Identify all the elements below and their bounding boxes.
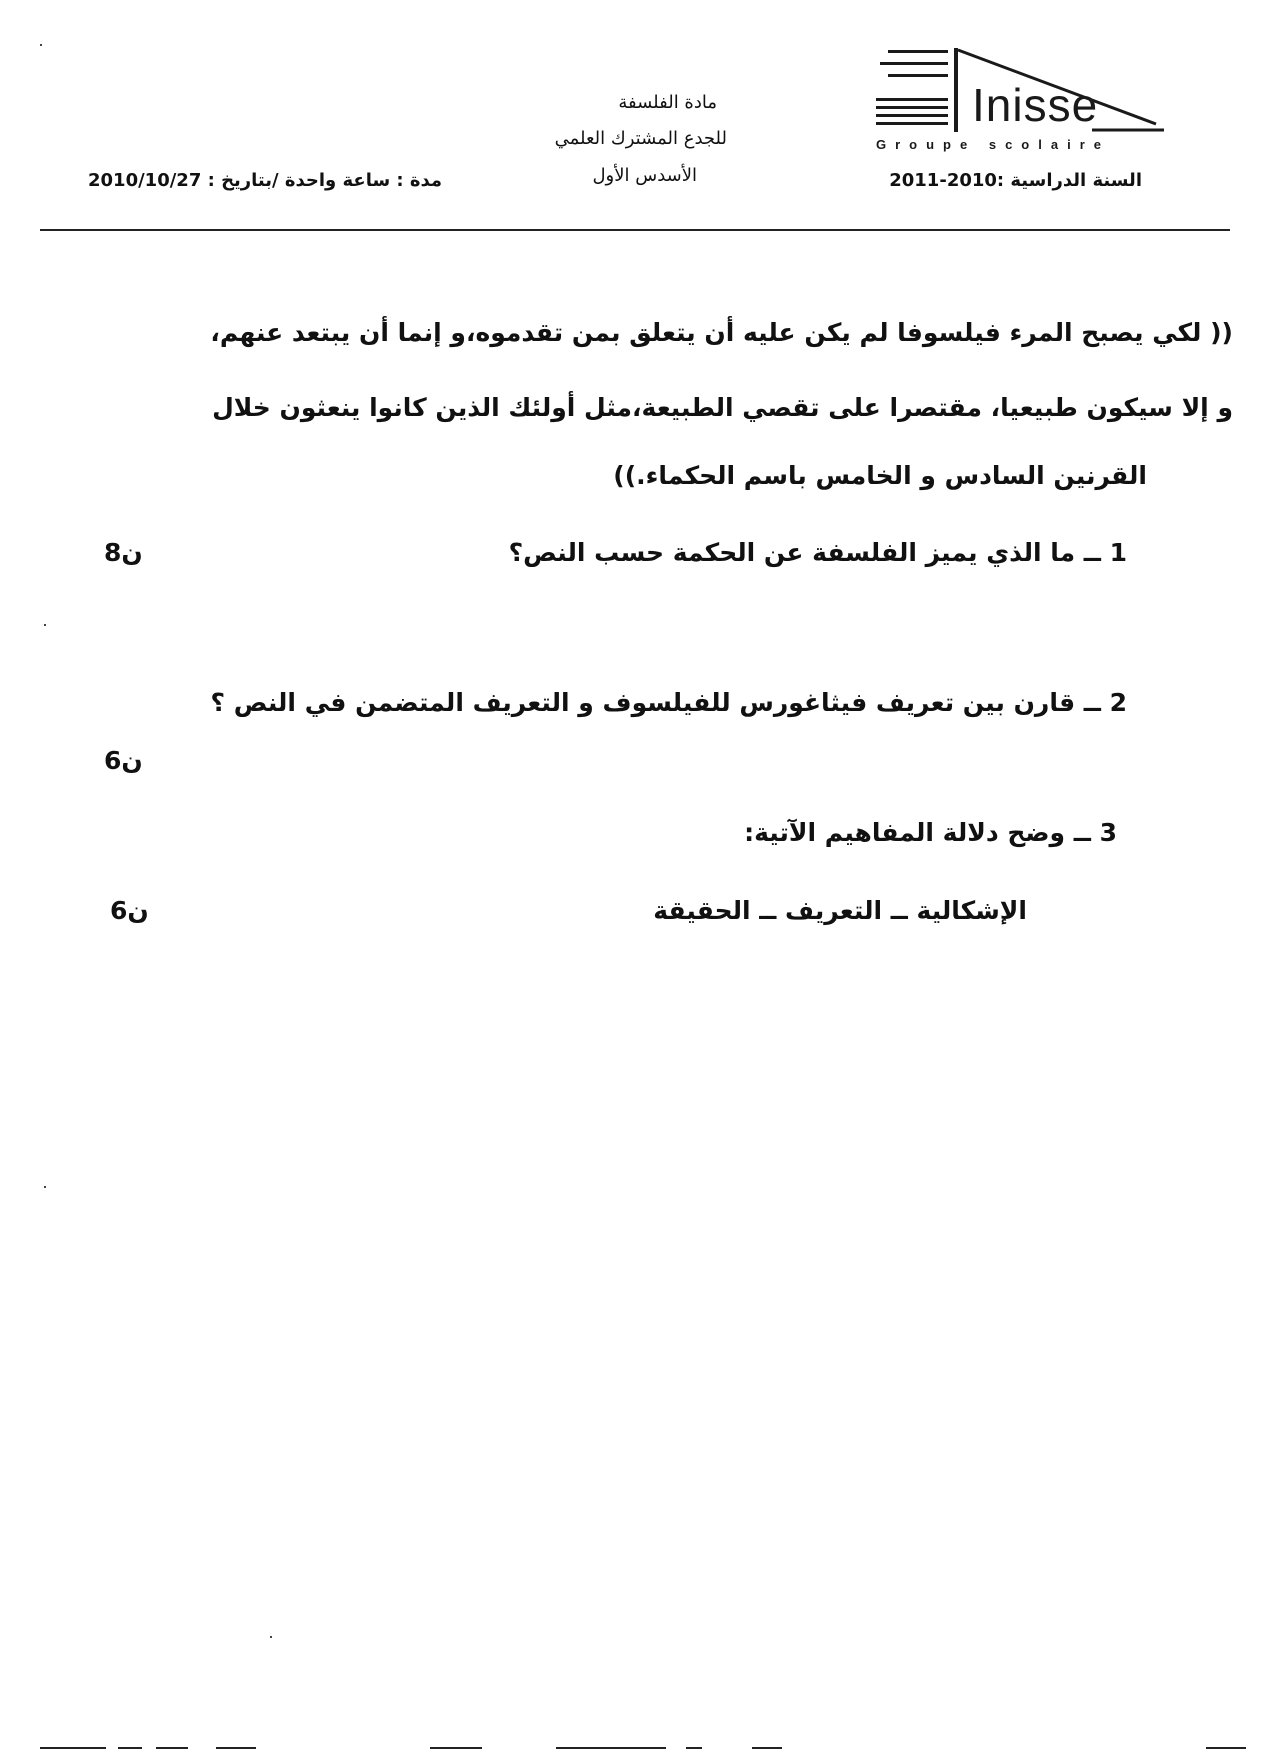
footer-dash	[118, 1747, 142, 1749]
question-2-text: 2 ــ قارن بين تعريف فيثاغورس للفيلسوف و التعريف المتضمن في النص ؟	[210, 688, 1127, 717]
logo-word: Inisse	[972, 79, 1099, 131]
question-1-score: 8ن	[104, 538, 143, 567]
scan-speck	[44, 624, 46, 626]
question-3-text: 3 ــ وضح دلالة المفاهيم الآتية:	[744, 818, 1117, 847]
semester-label: الأسدس الأول	[592, 165, 697, 186]
duration-date-label: مدة : ساعة واحدة /بتاريخ : 2010/10/27	[88, 170, 443, 191]
footer-dash	[156, 1747, 188, 1749]
question-2-score: 6ن	[104, 746, 143, 775]
logo-tagline: Groupe scolaire	[876, 137, 1110, 152]
passage-line-2: و إلا سيكون طبيعيا، مقتصرا على تقصي الطبيعة،مثل أولئك الذين كانوا ينعثون خلال	[212, 393, 1233, 422]
passage-line-3: القرنين السادس و الخامس باسم الحكماء.))	[613, 461, 1147, 490]
footer-dash	[752, 1747, 782, 1749]
question-3-score: 6ن	[110, 896, 149, 925]
footer-dash	[686, 1747, 702, 1749]
passage-line-1: (( لكي يصبح المرء فيلسوفا لم يكن عليه أن يتعلق بمن تقدموه،و إنما أن يبتعد عنهم،	[210, 318, 1233, 347]
question-1-text: 1 ــ ما الذي يميز الفلسفة عن الحكمة حسب النص؟	[508, 538, 1127, 567]
footer-dash	[216, 1747, 256, 1749]
footer-dash	[430, 1747, 482, 1749]
subject-label: مادة الفلسفة	[618, 92, 717, 113]
scan-speck	[44, 1186, 46, 1188]
school-logo	[872, 46, 1172, 156]
footer-dash	[556, 1747, 666, 1749]
footer-dash	[40, 1747, 106, 1749]
school-year-label: السنة الدراسية :2010-2011	[889, 170, 1142, 191]
header-divider	[40, 229, 1230, 231]
question-3-concepts: الإشكالية ــ التعريف ــ الحقيقة	[653, 896, 1027, 925]
scan-speck	[270, 1636, 272, 1638]
footer-dash	[1206, 1747, 1246, 1749]
class-level-label: للجدع المشترك العلمي	[554, 128, 727, 149]
scan-speck	[40, 44, 42, 46]
